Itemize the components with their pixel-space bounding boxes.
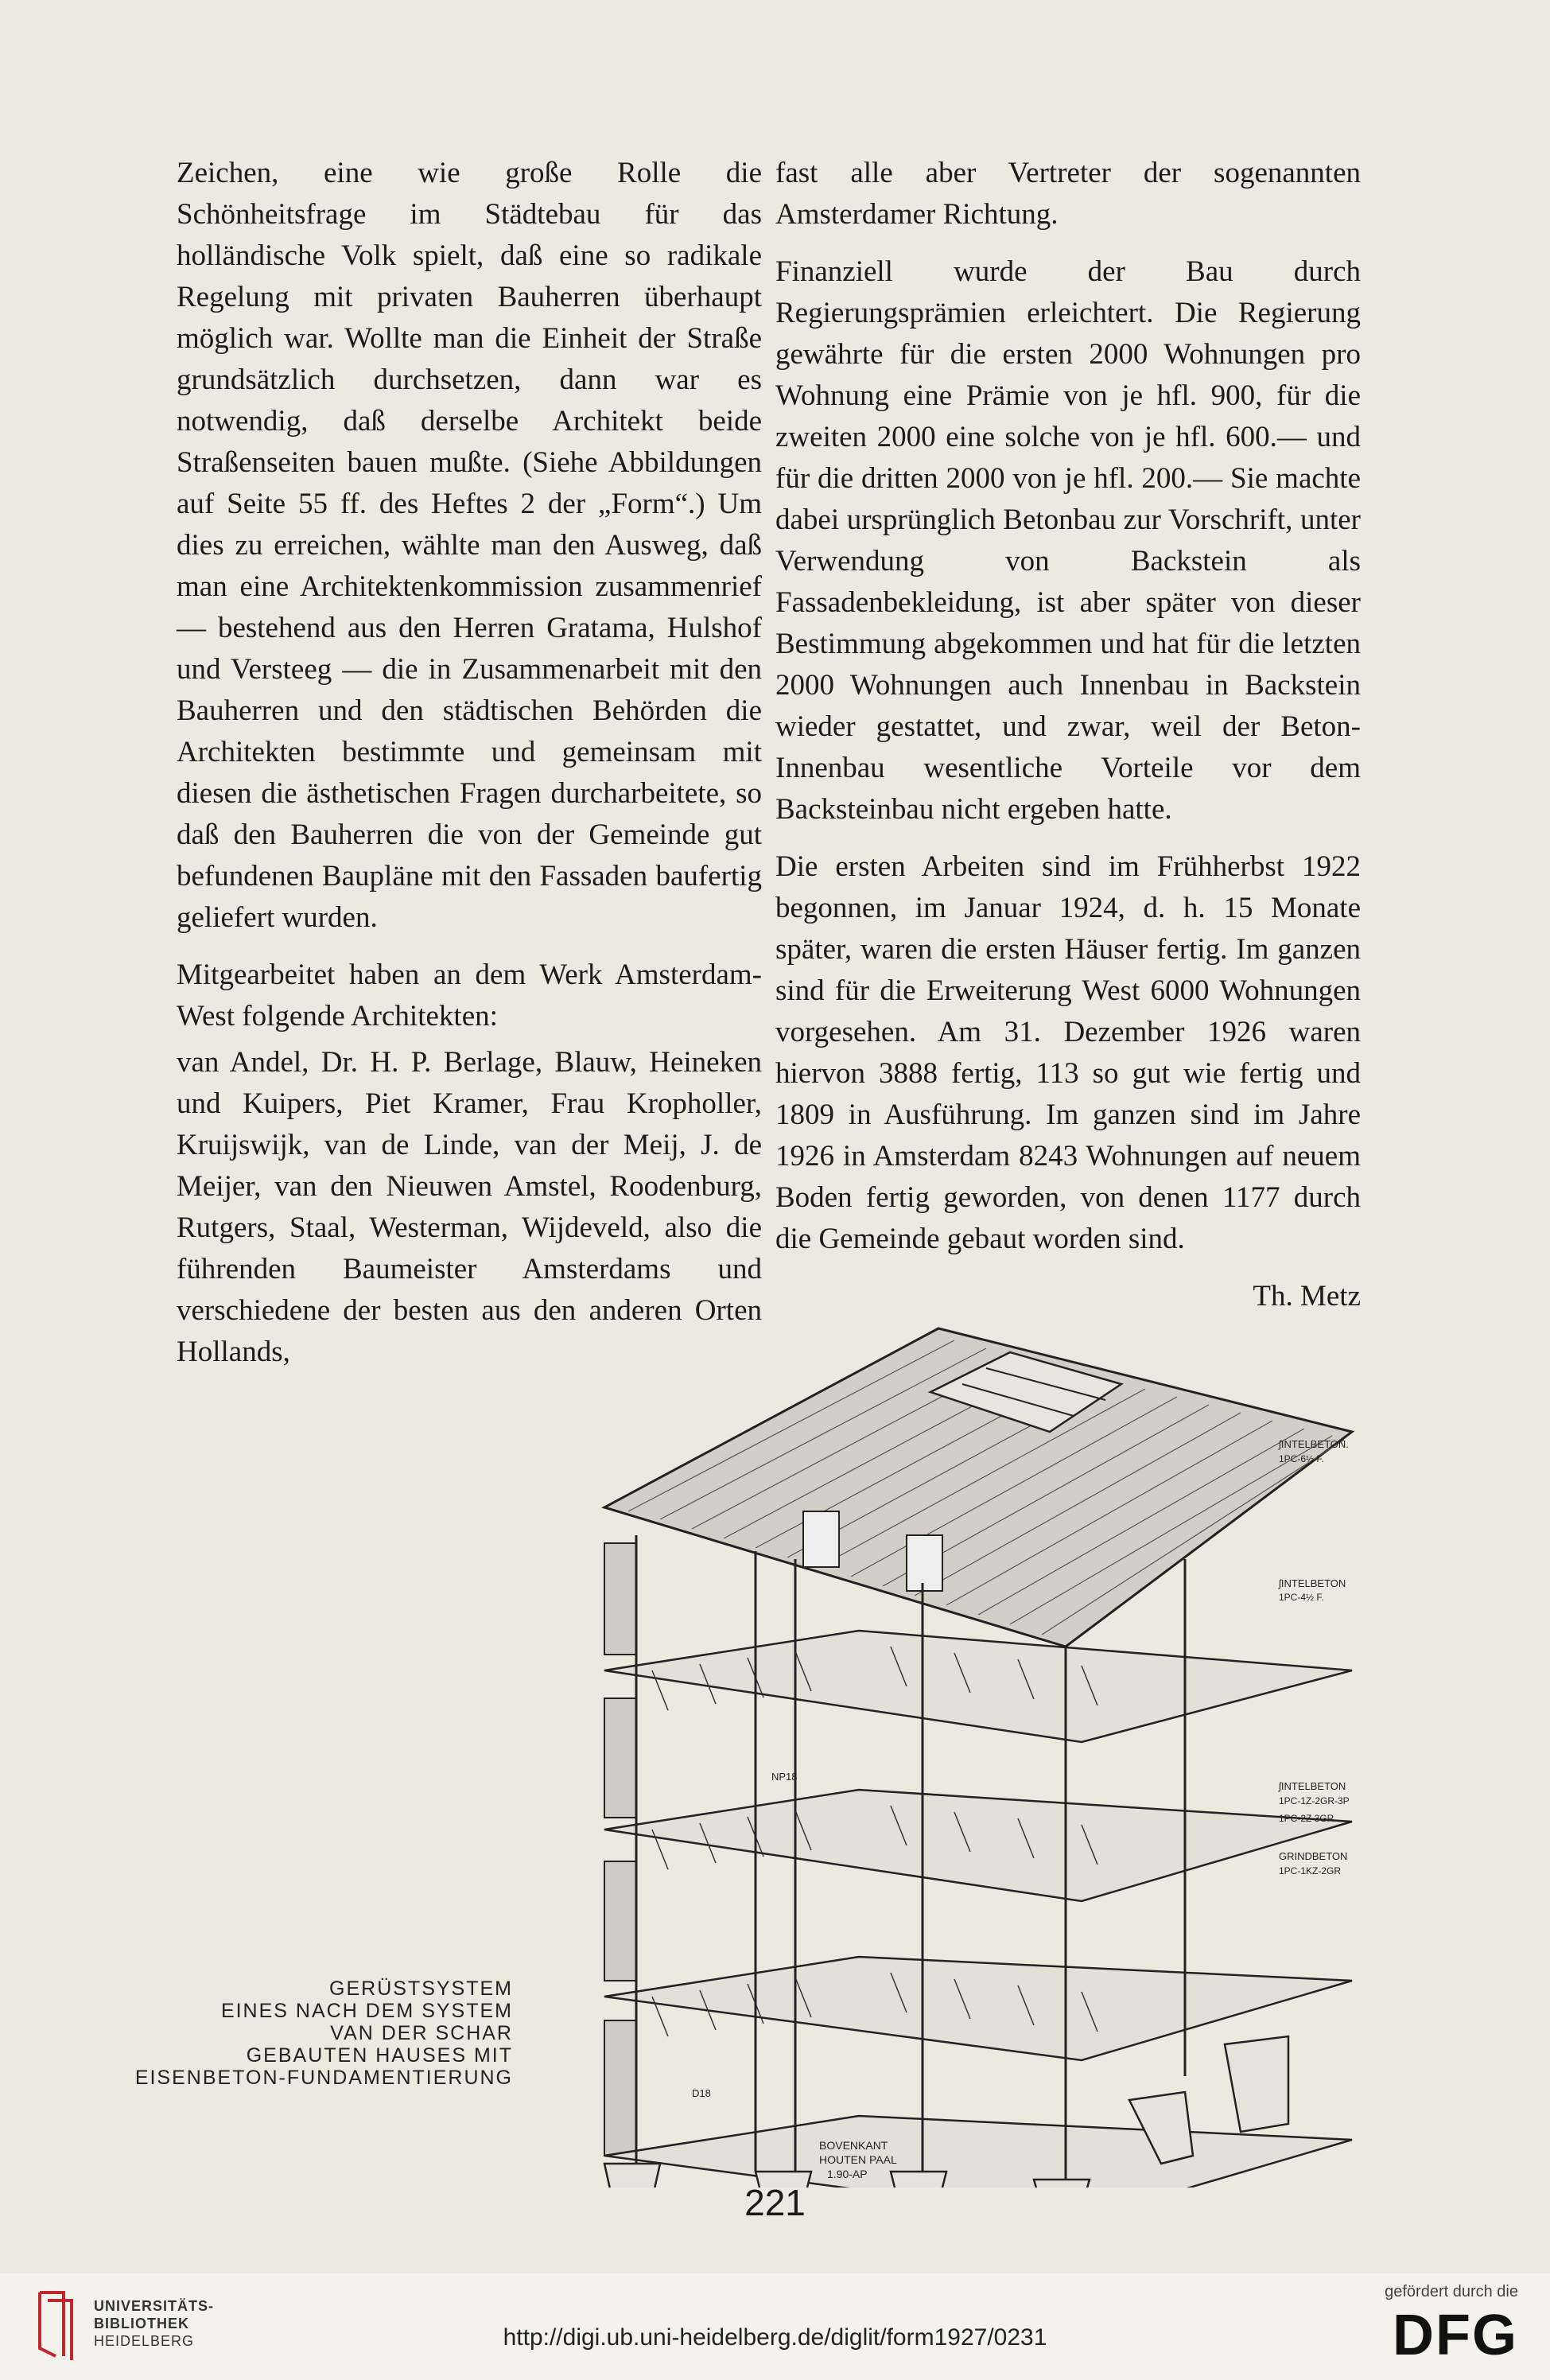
concrete-mix-label: 1PC-1Z-2GR-3P bbox=[1279, 1795, 1350, 1806]
concrete-mix-label: 1PC-6½ F. bbox=[1279, 1453, 1324, 1464]
dfg-logo: DFG bbox=[1393, 2304, 1518, 2367]
right-paragraph-2: Finanziell wurde der Bau durch Regierungsprämien erleichtert. Die Regierung gewährte für die ersten 2000 Wohnungen pro Wohnung eine Prämie von je hfl. 900, für die zweiten 2000 eine solche von je hfl. 600.— und für die dritten 2000 von je hfl. 200.— Sie machte dabei ursprünglich Betonbau zur Vorschrift, unter Verwendung von Backstein als Fassadenbekleidung, ist aber später von dieser Bestimmung abgekommen und hat für die letzten 2000 Wohnungen auch Innenbau in Backstein wieder gestattet, und zwar, weil der Beton-Innenbau wesentliche Vorteile vor dem Backsteinbau nicht ergeben hatte. bbox=[775, 255, 1361, 826]
caption-line: GEBAUTEN HAUSES MIT bbox=[246, 2044, 513, 2067]
concrete-mix-label: 1PC-4½ F. bbox=[1279, 1592, 1324, 1603]
beam-label: NP18 bbox=[771, 1771, 798, 1783]
concrete-mix-label: 1PC-1KZ-2GR bbox=[1279, 1865, 1342, 1876]
left-paragraph-1: Zeichen, eine wie große Rolle die Schönheitsfrage im Städtebau für das holländische Volk spielt, daß eine so radikale Regelung mit privaten Bauherren überhaupt möglich war. Wollte man die Einheit der Straße grundsätzlich durchsetzen, dann war es notwendig, daß derselbe Architekt beide Straßenseiten bauen mußte. (Siehe Abbildungen auf Seite 55 ff. des Heftes 2 der „Form“.) Um dies zu erreichen, wählte man den Ausweg, daß man eine Architektenkommission zusammenrief — bestehend aus den Herren Gratama, Hulshof und Versteeg — die in Zusammenarbeit mit den Bauherren und den städtischen Behörden die Architekten bestimmte und gemeinsam mit diesen die ästhetischen Fragen durcharbeitete, so daß den Bauherren die von der Gemeinde gut befundenen Baupläne mit den Fassaden baufertig geliefert wurden. bbox=[177, 157, 762, 934]
left-column bbox=[177, 153, 762, 1389]
left-paragraph-2: Mitgearbeitet haben an dem Werk Amsterdam-West folgende Architekten: bbox=[177, 959, 762, 1032]
library-line: HEIDELBERG bbox=[94, 2333, 195, 2349]
gravel-concrete-label: GRINDBETON bbox=[1279, 1850, 1348, 1862]
source-url-link[interactable]: http://digi.ub.uni-heidelberg.de/diglit/form1927/0231 bbox=[503, 2324, 1047, 2351]
right-column bbox=[775, 153, 1361, 1317]
right-paragraph-1: fast alle aber Vertreter der sogenannten Amsterdamer Richtung. bbox=[775, 157, 1361, 231]
pile-label: HOUTEN PAAL bbox=[819, 2153, 897, 2166]
pile-label: BOVENKANT bbox=[819, 2139, 888, 2152]
page-number: 221 bbox=[744, 2182, 806, 2223]
left-paragraph-3: van Andel, Dr. H. P. Berlage, Blauw, Heineken und Kuipers, Piet Kramer, Frau Kropholler, Kruijswijk, van de Linde, van der Meij, J. de Meijer, van den Nieuwen Amstel, Roodenburg, Rutgers, Staal, Westerman, Wijdeveld, also die führenden Baumeister Amsterdams und verschiedene der besten aus den anderen Orten Hollands, bbox=[177, 1046, 762, 1368]
building-frame-drawing bbox=[557, 1297, 1400, 2188]
concrete-label: ʃINTELBETON bbox=[1279, 1577, 1346, 1589]
library-line: UNIVERSITÄTS- bbox=[94, 2298, 215, 2314]
funding-text: gefördert durch die bbox=[1385, 2283, 1518, 2300]
caption-line: EINES NACH DEM SYSTEM bbox=[220, 2000, 513, 2022]
right-paragraph-3: Die ersten Arbeiten sind im Frühherbst 1922 begonnen, im Januar 1924, d. h. 15 Monate später, waren die ersten Häuser fertig. Im ganzen sind für die Erweiterung West 6000 Wohnungen vorgesehen. Am 31. Dezember 1926 waren hiervon 3888 fertig, 113 so gut wie fertig und 1809 in Ausführung. Im ganzen sind im Jahre 1926 in Amsterdam 8243 Wohnungen auf neuem Boden fertig geworden, von denen 1177 durch die Gemeinde gebaut worden sind. bbox=[775, 850, 1361, 1255]
concrete-label: ʃINTELBETON bbox=[1279, 1780, 1346, 1792]
pile-label: 1.90-AP bbox=[827, 2168, 868, 2180]
figure-caption bbox=[127, 1978, 513, 2089]
caption-line: GERÜSTSYSTEM bbox=[329, 1978, 513, 2000]
caption-line: EISENBETON-FUNDAMENTIERUNG bbox=[134, 2067, 513, 2089]
caption-line: VAN DER SCHAR bbox=[330, 2022, 513, 2044]
library-line: BIBLIOTHEK bbox=[94, 2316, 189, 2331]
concrete-mix-label: 1PC-2Z 3GR bbox=[1279, 1813, 1334, 1824]
beam-label: D18 bbox=[692, 2087, 711, 2099]
concrete-label: ʃINTELBETON. bbox=[1279, 1438, 1349, 1450]
author-signature: Th. Metz bbox=[1253, 1280, 1361, 1312]
